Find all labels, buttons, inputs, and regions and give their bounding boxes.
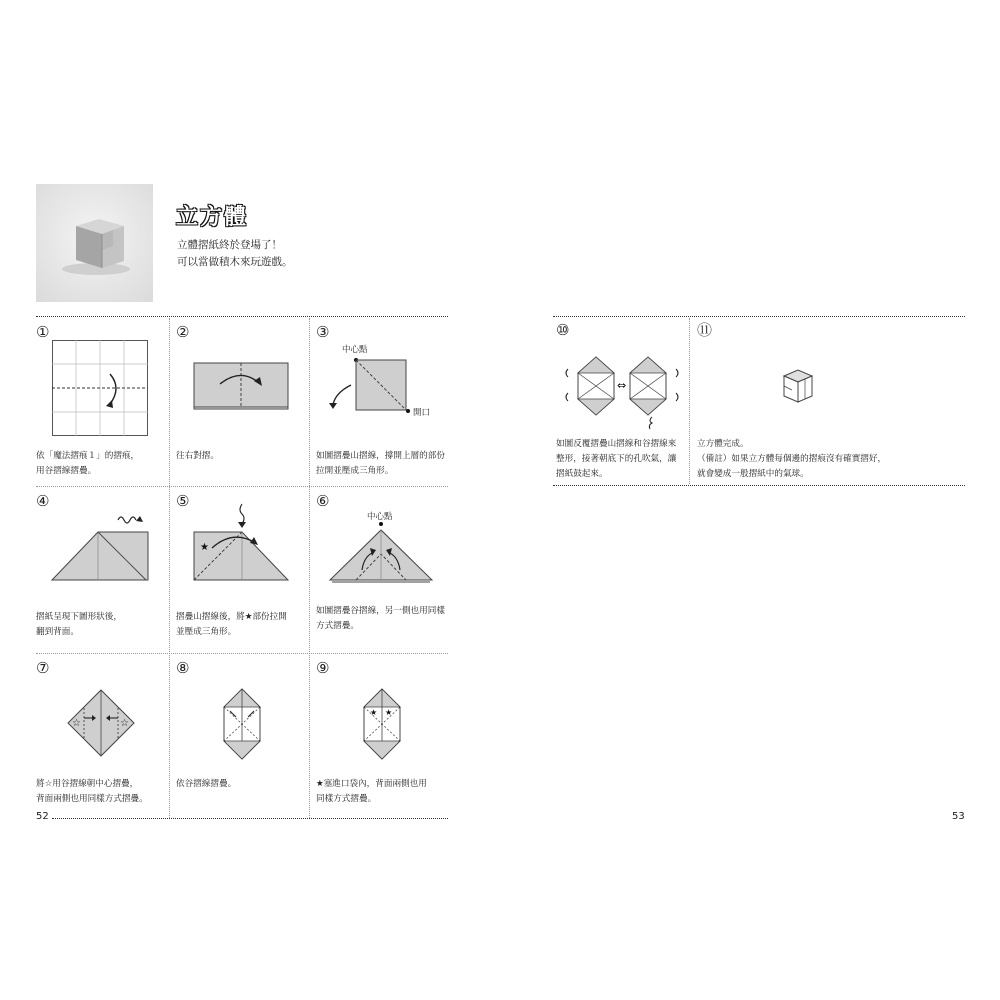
step-5-diagram bbox=[192, 502, 290, 582]
cube-photo-image bbox=[36, 184, 153, 302]
left-row-divider-2 bbox=[36, 653, 448, 654]
svg-text:★: ★ bbox=[385, 708, 393, 717]
svg-text:★: ★ bbox=[370, 708, 378, 717]
page-title: 立方體 bbox=[176, 205, 249, 230]
step-11-caption-line-3: 就會變成一般摺紙中的氣球。 bbox=[697, 469, 809, 479]
step-8-caption-line-1: 依谷摺線摺疊。 bbox=[176, 779, 237, 789]
left-col-divider-1 bbox=[169, 318, 170, 818]
subtitle-line-2: 可以當做積木來玩遊戲。 bbox=[177, 256, 293, 268]
step-9-diagram bbox=[362, 687, 402, 761]
svg-text:⇔: ⇔ bbox=[617, 379, 627, 392]
step-9-caption bbox=[316, 777, 427, 807]
step-8-number: ⑧ bbox=[176, 659, 190, 677]
step-1-number: ① bbox=[36, 323, 50, 341]
step-6-diagram bbox=[328, 520, 434, 584]
step-4-caption bbox=[36, 610, 122, 640]
step-3-caption-line-1: 如圖摺疊山摺線，撐開上層的部份 bbox=[316, 451, 445, 461]
step-8-caption bbox=[176, 777, 236, 792]
step-3-label-center: 中心點 bbox=[342, 345, 368, 355]
step-7-number: ⑦ bbox=[36, 659, 50, 677]
step-1-caption-line-1: 依「魔法摺痕１」的摺痕， bbox=[36, 451, 140, 461]
page-number-right: 53 bbox=[952, 811, 965, 822]
step-2-diagram bbox=[192, 360, 290, 412]
step-10-caption-line-2: 整形，接著朝底下的孔吹氣，讓 bbox=[556, 454, 677, 464]
step-3-label-opening: 開口 bbox=[413, 408, 431, 418]
step-5-caption-line-1: 摺疊山摺線後，將★部份拉開 bbox=[176, 612, 287, 622]
step-1-caption-line-2: 用谷摺線摺疊。 bbox=[36, 466, 97, 476]
step-4-caption-line-2: 翻到背面。 bbox=[36, 627, 79, 637]
step-6-caption bbox=[316, 604, 445, 634]
step-1-diagram bbox=[52, 340, 148, 436]
step-11-caption-line-1: 立方體完成。 bbox=[697, 439, 749, 449]
svg-text:★: ★ bbox=[200, 542, 209, 553]
step-1-caption bbox=[36, 449, 139, 479]
right-col-divider bbox=[689, 318, 690, 484]
subtitle-line-1: 立體摺紙終於登場了！ bbox=[177, 239, 282, 251]
step-4-number: ④ bbox=[36, 492, 50, 510]
cube-photo bbox=[36, 184, 153, 302]
page-number-left: 52 bbox=[36, 811, 49, 822]
step-7-diagram bbox=[66, 688, 136, 758]
step-6-caption-line-1: 如圖摺疊谷摺線，另一側也用同樣 bbox=[316, 606, 445, 616]
left-top-border bbox=[36, 316, 448, 317]
step-7-caption-line-1: 將☆用谷摺線朝中心摺疊， bbox=[36, 779, 139, 789]
step-11-number: ⑪ bbox=[697, 321, 713, 339]
step-3-caption-line-2: 拉開並壓成三角形。 bbox=[316, 466, 394, 476]
step-2-caption bbox=[176, 449, 219, 464]
step-3-caption bbox=[316, 449, 445, 479]
step-5-caption bbox=[176, 610, 287, 640]
step-2-number: ② bbox=[176, 323, 190, 341]
svg-text:☆: ☆ bbox=[72, 718, 81, 729]
step-9-caption-line-1: ★塞進口袋內，背面兩側也用 bbox=[316, 779, 427, 789]
step-7-caption-line-2: 背面兩側也用同樣方式摺疊。 bbox=[36, 794, 148, 804]
svg-text:☆: ☆ bbox=[120, 718, 129, 729]
step-9-number: ⑨ bbox=[316, 659, 330, 677]
step-10-number: ⑩ bbox=[556, 321, 570, 339]
step-11-caption bbox=[697, 437, 886, 482]
left-row-divider-1 bbox=[36, 486, 448, 487]
step-5-number: ⑤ bbox=[176, 492, 190, 510]
step-11-caption-line-2: （備註）如果立方體每個邊的摺痕沒有確實摺好， bbox=[697, 454, 887, 464]
right-top-border bbox=[553, 316, 965, 317]
right-bottom-border bbox=[553, 485, 965, 486]
step-9-caption-line-2: 同樣方式摺疊。 bbox=[316, 794, 377, 804]
step-10-caption-line-1: 如圖反覆摺疊山摺線和谷摺線來 bbox=[556, 439, 677, 449]
step-10-caption-line-3: 摺紙鼓起來。 bbox=[556, 469, 608, 479]
step-6-number: ⑥ bbox=[316, 492, 330, 510]
step-3-number: ③ bbox=[316, 323, 330, 341]
left-col-divider-2 bbox=[309, 318, 310, 818]
step-4-diagram bbox=[50, 510, 150, 582]
step-10-caption bbox=[556, 437, 676, 482]
step-6-caption-line-2: 方式摺疊。 bbox=[316, 621, 359, 631]
step-4-caption-line-1: 摺紙呈現下圖形狀後， bbox=[36, 612, 122, 622]
step-7-caption bbox=[36, 777, 148, 807]
step-10-diagram bbox=[560, 355, 688, 431]
step-5-caption-line-2: 並壓成三角形。 bbox=[176, 627, 237, 637]
step-2-caption-line-1: 往右對摺。 bbox=[176, 451, 219, 461]
step-8-diagram bbox=[222, 687, 262, 761]
step-6-label-center: 中心點 bbox=[367, 512, 393, 522]
step-3-diagram bbox=[325, 355, 415, 417]
step-11-diagram bbox=[780, 366, 816, 406]
subtitle bbox=[177, 237, 293, 271]
left-bottom-border bbox=[52, 818, 448, 819]
